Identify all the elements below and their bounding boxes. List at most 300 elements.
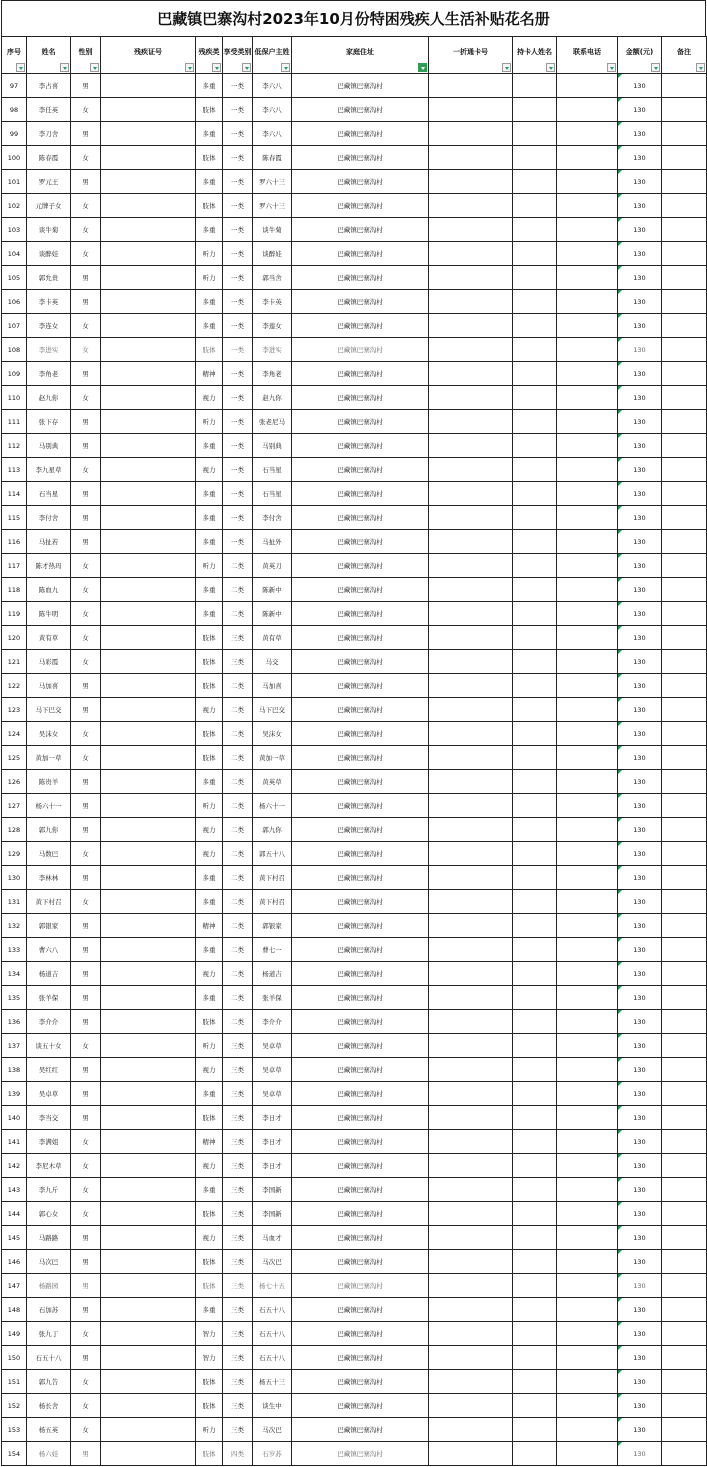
cell-cardholder[interactable] — [513, 1346, 557, 1370]
cell-name[interactable]: 马数巴 — [27, 842, 71, 866]
cell-disability-cert[interactable] — [101, 1154, 196, 1178]
cell-disability-type[interactable]: 多重 — [196, 1082, 223, 1106]
cell-amount[interactable]: 130 — [618, 1394, 662, 1418]
cell-bank-card[interactable] — [429, 722, 513, 746]
cell-gender[interactable]: 男 — [71, 1082, 101, 1106]
cell-gender[interactable]: 男 — [71, 170, 101, 194]
cell-household-head[interactable]: 马下巴交 — [253, 698, 292, 722]
cell-name[interactable]: 郭允贵 — [27, 266, 71, 290]
cell-amount[interactable]: 130 — [618, 530, 662, 554]
cell-address[interactable]: 巴藏镇巴寨沟村 — [292, 626, 429, 650]
cell-address[interactable]: 巴藏镇巴寨沟村 — [292, 722, 429, 746]
cell-phone[interactable] — [557, 1394, 618, 1418]
cell-gender[interactable]: 男 — [71, 410, 101, 434]
cell-remarks[interactable] — [662, 674, 707, 698]
filter-dropdown-icon[interactable] — [60, 63, 69, 72]
cell-address[interactable]: 巴藏镇巴寨沟村 — [292, 866, 429, 890]
cell-phone[interactable] — [557, 290, 618, 314]
cell-household-head[interactable]: 杨六十一 — [253, 794, 292, 818]
cell-address[interactable]: 巴藏镇巴寨沟村 — [292, 266, 429, 290]
cell-cardholder[interactable] — [513, 578, 557, 602]
cell-name[interactable]: 陈牛明 — [27, 602, 71, 626]
cell-benefit-category[interactable]: 一类 — [223, 74, 253, 98]
cell-remarks[interactable] — [662, 1106, 707, 1130]
cell-serial[interactable]: 121 — [2, 650, 27, 674]
cell-address[interactable]: 巴藏镇巴寨沟村 — [292, 698, 429, 722]
cell-remarks[interactable] — [662, 218, 707, 242]
cell-remarks[interactable] — [662, 770, 707, 794]
cell-disability-cert[interactable] — [101, 194, 196, 218]
cell-household-head[interactable]: 黄下村召 — [253, 866, 292, 890]
cell-benefit-category[interactable]: 一类 — [223, 146, 253, 170]
cell-name[interactable]: 李尼木草 — [27, 1154, 71, 1178]
cell-amount[interactable]: 130 — [618, 938, 662, 962]
cell-phone[interactable] — [557, 530, 618, 554]
cell-cardholder[interactable] — [513, 1034, 557, 1058]
cell-serial[interactable]: 136 — [2, 1010, 27, 1034]
cell-phone[interactable] — [557, 1298, 618, 1322]
cell-phone[interactable] — [557, 338, 618, 362]
cell-serial[interactable]: 143 — [2, 1178, 27, 1202]
cell-gender[interactable]: 男 — [71, 482, 101, 506]
cell-address[interactable]: 巴藏镇巴寨沟村 — [292, 290, 429, 314]
cell-address[interactable]: 巴藏镇巴寨沟村 — [292, 746, 429, 770]
cell-cardholder[interactable] — [513, 818, 557, 842]
cell-amount[interactable]: 130 — [618, 554, 662, 578]
cell-disability-cert[interactable] — [101, 1418, 196, 1442]
cell-phone[interactable] — [557, 434, 618, 458]
cell-address[interactable]: 巴藏镇巴寨沟村 — [292, 1106, 429, 1130]
cell-cardholder[interactable] — [513, 1394, 557, 1418]
cell-phone[interactable] — [557, 170, 618, 194]
cell-benefit-category[interactable]: 三类 — [223, 1034, 253, 1058]
cell-bank-card[interactable] — [429, 1346, 513, 1370]
cell-phone[interactable] — [557, 602, 618, 626]
cell-gender[interactable]: 男 — [71, 1298, 101, 1322]
cell-address[interactable]: 巴藏镇巴寨沟村 — [292, 458, 429, 482]
cell-disability-type[interactable]: 多重 — [196, 602, 223, 626]
cell-serial[interactable]: 132 — [2, 914, 27, 938]
cell-disability-type[interactable]: 多重 — [196, 170, 223, 194]
cell-amount[interactable]: 130 — [618, 386, 662, 410]
cell-cardholder[interactable] — [513, 602, 557, 626]
cell-phone[interactable] — [557, 866, 618, 890]
cell-cardholder[interactable] — [513, 242, 557, 266]
cell-name[interactable]: 杨五英 — [27, 1418, 71, 1442]
cell-address[interactable]: 巴藏镇巴寨沟村 — [292, 842, 429, 866]
cell-gender[interactable]: 男 — [71, 122, 101, 146]
cell-remarks[interactable] — [662, 290, 707, 314]
cell-benefit-category[interactable]: 二类 — [223, 794, 253, 818]
cell-phone[interactable] — [557, 1202, 618, 1226]
cell-gender[interactable]: 男 — [71, 986, 101, 1010]
cell-amount[interactable]: 130 — [618, 1250, 662, 1274]
cell-address[interactable]: 巴藏镇巴寨沟村 — [292, 362, 429, 386]
cell-serial[interactable]: 118 — [2, 578, 27, 602]
cell-cardholder[interactable] — [513, 1226, 557, 1250]
cell-gender[interactable]: 女 — [71, 1418, 101, 1442]
cell-disability-cert[interactable] — [101, 1298, 196, 1322]
cell-household-head[interactable]: 石五十八 — [253, 1298, 292, 1322]
cell-remarks[interactable] — [662, 602, 707, 626]
cell-cardholder[interactable] — [513, 650, 557, 674]
cell-amount[interactable]: 130 — [618, 1226, 662, 1250]
cell-disability-type[interactable]: 肢体 — [196, 146, 223, 170]
cell-bank-card[interactable] — [429, 1442, 513, 1466]
cell-phone[interactable] — [557, 842, 618, 866]
cell-benefit-category[interactable]: 一类 — [223, 170, 253, 194]
cell-serial[interactable]: 147 — [2, 1274, 27, 1298]
cell-household-head[interactable]: 陈春霞 — [253, 146, 292, 170]
cell-cardholder[interactable] — [513, 218, 557, 242]
cell-serial[interactable]: 122 — [2, 674, 27, 698]
cell-amount[interactable]: 130 — [618, 218, 662, 242]
cell-name[interactable]: 陈才热玛 — [27, 554, 71, 578]
cell-bank-card[interactable] — [429, 890, 513, 914]
cell-name[interactable]: 马扯若 — [27, 530, 71, 554]
cell-phone[interactable] — [557, 626, 618, 650]
cell-disability-type[interactable]: 视力 — [196, 458, 223, 482]
cell-household-head[interactable]: 黄英草 — [253, 770, 292, 794]
cell-disability-cert[interactable] — [101, 698, 196, 722]
cell-name[interactable]: 陈贵羊 — [27, 770, 71, 794]
cell-benefit-category[interactable]: 一类 — [223, 122, 253, 146]
cell-benefit-category[interactable]: 三类 — [223, 1202, 253, 1226]
cell-name[interactable]: 陈春霞 — [27, 146, 71, 170]
cell-cardholder[interactable] — [513, 1274, 557, 1298]
cell-bank-card[interactable] — [429, 602, 513, 626]
cell-gender[interactable]: 男 — [71, 938, 101, 962]
cell-gender[interactable]: 女 — [71, 626, 101, 650]
cell-remarks[interactable] — [662, 74, 707, 98]
cell-amount[interactable]: 130 — [618, 362, 662, 386]
cell-disability-type[interactable]: 多重 — [196, 1178, 223, 1202]
cell-household-head[interactable]: 李日才 — [253, 1130, 292, 1154]
cell-household-head[interactable]: 张羊保 — [253, 986, 292, 1010]
cell-benefit-category[interactable]: 三类 — [223, 1058, 253, 1082]
cell-disability-type[interactable]: 多重 — [196, 1298, 223, 1322]
cell-cardholder[interactable] — [513, 794, 557, 818]
cell-address[interactable]: 巴藏镇巴寨沟村 — [292, 194, 429, 218]
cell-remarks[interactable] — [662, 986, 707, 1010]
cell-amount[interactable]: 130 — [618, 98, 662, 122]
cell-benefit-category[interactable]: 一类 — [223, 314, 253, 338]
cell-name[interactable]: 赵九你 — [27, 386, 71, 410]
cell-bank-card[interactable] — [429, 266, 513, 290]
cell-gender[interactable]: 女 — [71, 242, 101, 266]
cell-serial[interactable]: 141 — [2, 1130, 27, 1154]
cell-household-head[interactable]: 马加喜 — [253, 674, 292, 698]
cell-disability-type[interactable]: 视力 — [196, 386, 223, 410]
filter-dropdown-icon[interactable] — [212, 63, 221, 72]
cell-phone[interactable] — [557, 266, 618, 290]
cell-serial[interactable]: 104 — [2, 242, 27, 266]
cell-gender[interactable]: 女 — [71, 602, 101, 626]
cell-amount[interactable]: 130 — [618, 746, 662, 770]
cell-gender[interactable]: 女 — [71, 1202, 101, 1226]
cell-phone[interactable] — [557, 674, 618, 698]
cell-disability-type[interactable]: 肢体 — [196, 1274, 223, 1298]
cell-name[interactable]: 黄加一草 — [27, 746, 71, 770]
cell-cardholder[interactable] — [513, 506, 557, 530]
cell-cardholder[interactable] — [513, 866, 557, 890]
cell-name[interactable]: 罗元王 — [27, 170, 71, 194]
cell-disability-cert[interactable] — [101, 746, 196, 770]
cell-serial[interactable]: 152 — [2, 1394, 27, 1418]
cell-serial[interactable]: 124 — [2, 722, 27, 746]
cell-name[interactable]: 陈血九 — [27, 578, 71, 602]
cell-gender[interactable]: 男 — [71, 770, 101, 794]
cell-address[interactable]: 巴藏镇巴寨沟村 — [292, 794, 429, 818]
cell-amount[interactable]: 130 — [618, 818, 662, 842]
cell-address[interactable]: 巴藏镇巴寨沟村 — [292, 314, 429, 338]
cell-address[interactable]: 巴藏镇巴寨沟村 — [292, 434, 429, 458]
cell-address[interactable]: 巴藏镇巴寨沟村 — [292, 650, 429, 674]
cell-name[interactable]: 吴红红 — [27, 1058, 71, 1082]
cell-phone[interactable] — [557, 362, 618, 386]
cell-phone[interactable] — [557, 1274, 618, 1298]
cell-amount[interactable]: 130 — [618, 1154, 662, 1178]
cell-disability-type[interactable]: 视力 — [196, 1154, 223, 1178]
cell-remarks[interactable] — [662, 338, 707, 362]
cell-household-head[interactable]: 石五十八 — [253, 1346, 292, 1370]
cell-disability-cert[interactable] — [101, 794, 196, 818]
cell-benefit-category[interactable]: 一类 — [223, 410, 253, 434]
cell-remarks[interactable] — [662, 962, 707, 986]
cell-phone[interactable] — [557, 74, 618, 98]
cell-name[interactable]: 李满姐 — [27, 1130, 71, 1154]
cell-bank-card[interactable] — [429, 794, 513, 818]
cell-disability-type[interactable]: 视力 — [196, 962, 223, 986]
cell-name[interactable]: 李林林 — [27, 866, 71, 890]
cell-disability-cert[interactable] — [101, 410, 196, 434]
cell-cardholder[interactable] — [513, 986, 557, 1010]
cell-disability-type[interactable]: 多重 — [196, 122, 223, 146]
cell-serial[interactable]: 116 — [2, 530, 27, 554]
cell-name[interactable]: 张九丁 — [27, 1322, 71, 1346]
cell-benefit-category[interactable]: 四类 — [223, 1442, 253, 1466]
cell-remarks[interactable] — [662, 170, 707, 194]
cell-gender[interactable]: 女 — [71, 1178, 101, 1202]
cell-name[interactable]: 张下存 — [27, 410, 71, 434]
cell-disability-type[interactable]: 肢体 — [196, 1394, 223, 1418]
cell-phone[interactable] — [557, 410, 618, 434]
cell-serial[interactable]: 109 — [2, 362, 27, 386]
cell-disability-cert[interactable] — [101, 1322, 196, 1346]
cell-bank-card[interactable] — [429, 1370, 513, 1394]
cell-disability-cert[interactable] — [101, 650, 196, 674]
cell-household-head[interactable]: 吴卓草 — [253, 1034, 292, 1058]
cell-remarks[interactable] — [662, 482, 707, 506]
cell-amount[interactable]: 130 — [618, 1442, 662, 1466]
cell-gender[interactable]: 女 — [71, 578, 101, 602]
cell-benefit-category[interactable]: 三类 — [223, 1250, 253, 1274]
cell-household-head[interactable]: 石当星 — [253, 458, 292, 482]
cell-disability-type[interactable]: 听力 — [196, 410, 223, 434]
cell-benefit-category[interactable]: 三类 — [223, 650, 253, 674]
cell-amount[interactable]: 130 — [618, 338, 662, 362]
cell-gender[interactable]: 男 — [71, 674, 101, 698]
cell-household-head[interactable]: 郭当舍 — [253, 266, 292, 290]
cell-bank-card[interactable] — [429, 674, 513, 698]
cell-bank-card[interactable] — [429, 410, 513, 434]
cell-address[interactable]: 巴藏镇巴寨沟村 — [292, 1178, 429, 1202]
cell-address[interactable]: 巴藏镇巴寨沟村 — [292, 602, 429, 626]
cell-disability-type[interactable]: 精神 — [196, 1130, 223, 1154]
cell-amount[interactable]: 130 — [618, 146, 662, 170]
cell-household-head[interactable]: 郭九你 — [253, 818, 292, 842]
cell-name[interactable]: 马彩霞 — [27, 650, 71, 674]
cell-benefit-category[interactable]: 二类 — [223, 986, 253, 1010]
cell-address[interactable]: 巴藏镇巴寨沟村 — [292, 1058, 429, 1082]
cell-disability-type[interactable]: 肢体 — [196, 722, 223, 746]
cell-amount[interactable]: 130 — [618, 1346, 662, 1370]
cell-phone[interactable] — [557, 122, 618, 146]
filter-dropdown-icon[interactable] — [90, 63, 99, 72]
cell-amount[interactable]: 130 — [618, 794, 662, 818]
cell-disability-cert[interactable] — [101, 98, 196, 122]
cell-name[interactable]: 郭银家 — [27, 914, 71, 938]
cell-name[interactable]: 李介介 — [27, 1010, 71, 1034]
cell-remarks[interactable] — [662, 650, 707, 674]
cell-bank-card[interactable] — [429, 1202, 513, 1226]
cell-amount[interactable]: 130 — [618, 650, 662, 674]
cell-benefit-category[interactable]: 二类 — [223, 674, 253, 698]
cell-disability-type[interactable]: 肢体 — [196, 98, 223, 122]
cell-disability-cert[interactable] — [101, 242, 196, 266]
cell-name[interactable]: 杨六娃 — [27, 1442, 71, 1466]
cell-name[interactable]: 李角老 — [27, 362, 71, 386]
cell-address[interactable]: 巴藏镇巴寨沟村 — [292, 98, 429, 122]
cell-disability-cert[interactable] — [101, 1130, 196, 1154]
cell-cardholder[interactable] — [513, 410, 557, 434]
cell-address[interactable]: 巴藏镇巴寨沟村 — [292, 74, 429, 98]
cell-benefit-category[interactable]: 一类 — [223, 194, 253, 218]
cell-serial[interactable]: 115 — [2, 506, 27, 530]
cell-benefit-category[interactable]: 一类 — [223, 458, 253, 482]
cell-cardholder[interactable] — [513, 1178, 557, 1202]
cell-bank-card[interactable] — [429, 1250, 513, 1274]
cell-serial[interactable]: 128 — [2, 818, 27, 842]
cell-phone[interactable] — [557, 1130, 618, 1154]
cell-remarks[interactable] — [662, 1370, 707, 1394]
cell-remarks[interactable] — [662, 938, 707, 962]
cell-disability-cert[interactable] — [101, 1058, 196, 1082]
filter-dropdown-icon[interactable] — [651, 63, 660, 72]
cell-remarks[interactable] — [662, 1226, 707, 1250]
cell-cardholder[interactable] — [513, 1322, 557, 1346]
cell-remarks[interactable] — [662, 242, 707, 266]
cell-household-head[interactable]: 郭银家 — [253, 914, 292, 938]
cell-disability-type[interactable]: 肢体 — [196, 1202, 223, 1226]
cell-benefit-category[interactable]: 二类 — [223, 698, 253, 722]
cell-remarks[interactable] — [662, 1322, 707, 1346]
cell-cardholder[interactable] — [513, 554, 557, 578]
cell-address[interactable]: 巴藏镇巴寨沟村 — [292, 938, 429, 962]
cell-serial[interactable]: 111 — [2, 410, 27, 434]
cell-disability-cert[interactable] — [101, 1106, 196, 1130]
cell-disability-type[interactable]: 视力 — [196, 1226, 223, 1250]
cell-address[interactable]: 巴藏镇巴寨沟村 — [292, 674, 429, 698]
cell-household-head[interactable]: 赵九你 — [253, 386, 292, 410]
cell-household-head[interactable]: 马血才 — [253, 1226, 292, 1250]
cell-benefit-category[interactable]: 三类 — [223, 1226, 253, 1250]
cell-gender[interactable]: 女 — [71, 386, 101, 410]
cell-cardholder[interactable] — [513, 770, 557, 794]
cell-household-head[interactable]: 马次巴 — [253, 1250, 292, 1274]
cell-name[interactable]: 张羊保 — [27, 986, 71, 1010]
cell-benefit-category[interactable]: 一类 — [223, 266, 253, 290]
cell-remarks[interactable] — [662, 122, 707, 146]
cell-disability-type[interactable]: 多重 — [196, 218, 223, 242]
cell-gender[interactable]: 男 — [71, 530, 101, 554]
cell-household-head[interactable]: 陈新中 — [253, 578, 292, 602]
cell-serial[interactable]: 100 — [2, 146, 27, 170]
cell-address[interactable]: 巴藏镇巴寨沟村 — [292, 506, 429, 530]
cell-household-head[interactable]: 吴卓草 — [253, 1058, 292, 1082]
cell-benefit-category[interactable]: 二类 — [223, 722, 253, 746]
cell-address[interactable]: 巴藏镇巴寨沟村 — [292, 218, 429, 242]
cell-bank-card[interactable] — [429, 962, 513, 986]
cell-serial[interactable]: 153 — [2, 1418, 27, 1442]
cell-serial[interactable]: 129 — [2, 842, 27, 866]
cell-remarks[interactable] — [662, 1298, 707, 1322]
cell-remarks[interactable] — [662, 746, 707, 770]
cell-household-head[interactable]: 李六八 — [253, 98, 292, 122]
cell-phone[interactable] — [557, 1418, 618, 1442]
cell-benefit-category[interactable]: 二类 — [223, 1010, 253, 1034]
cell-serial[interactable]: 154 — [2, 1442, 27, 1466]
cell-household-head[interactable]: 黄下村召 — [253, 890, 292, 914]
cell-disability-cert[interactable] — [101, 1370, 196, 1394]
cell-household-head[interactable]: 郭五十八 — [253, 842, 292, 866]
cell-gender[interactable]: 女 — [71, 1034, 101, 1058]
cell-disability-cert[interactable] — [101, 866, 196, 890]
cell-name[interactable]: 谈五十女 — [27, 1034, 71, 1058]
cell-remarks[interactable] — [662, 890, 707, 914]
cell-amount[interactable]: 130 — [618, 698, 662, 722]
cell-disability-type[interactable]: 听力 — [196, 1418, 223, 1442]
cell-remarks[interactable] — [662, 1250, 707, 1274]
cell-benefit-category[interactable]: 二类 — [223, 962, 253, 986]
cell-phone[interactable] — [557, 986, 618, 1010]
cell-phone[interactable] — [557, 1154, 618, 1178]
cell-bank-card[interactable] — [429, 74, 513, 98]
cell-amount[interactable]: 130 — [618, 602, 662, 626]
cell-phone[interactable] — [557, 386, 618, 410]
cell-bank-card[interactable] — [429, 434, 513, 458]
cell-serial[interactable]: 133 — [2, 938, 27, 962]
cell-phone[interactable] — [557, 698, 618, 722]
cell-gender[interactable]: 男 — [71, 1346, 101, 1370]
cell-benefit-category[interactable]: 一类 — [223, 362, 253, 386]
cell-cardholder[interactable] — [513, 626, 557, 650]
cell-remarks[interactable] — [662, 98, 707, 122]
cell-gender[interactable]: 女 — [71, 1130, 101, 1154]
cell-disability-cert[interactable] — [101, 1034, 196, 1058]
cell-amount[interactable]: 130 — [618, 866, 662, 890]
cell-serial[interactable]: 151 — [2, 1370, 27, 1394]
cell-disability-type[interactable]: 肢体 — [196, 650, 223, 674]
cell-gender[interactable]: 女 — [71, 722, 101, 746]
active-filter-dropdown-icon[interactable] — [418, 63, 427, 72]
cell-phone[interactable] — [557, 770, 618, 794]
cell-disability-type[interactable]: 肢体 — [196, 1370, 223, 1394]
filter-dropdown-icon[interactable] — [16, 63, 25, 72]
cell-gender[interactable]: 男 — [71, 698, 101, 722]
cell-address[interactable]: 巴藏镇巴寨沟村 — [292, 890, 429, 914]
cell-remarks[interactable] — [662, 1202, 707, 1226]
